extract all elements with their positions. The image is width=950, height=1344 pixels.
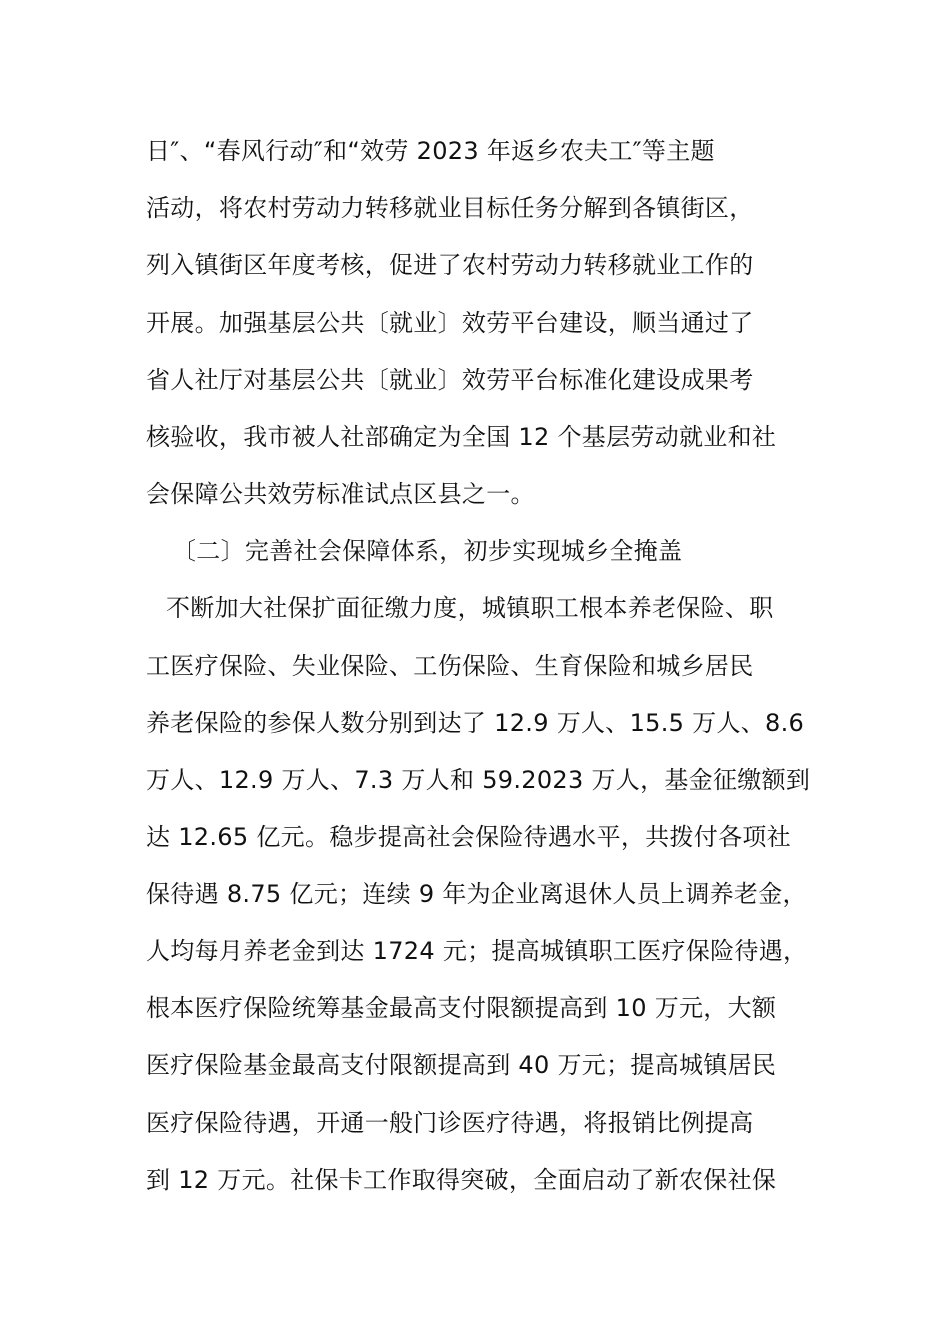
text-line-9: 不断加大社保扩面征缴力度，城镇职工根本养老保险、职 — [166, 594, 774, 622]
text-line-15: 人均每月养老金到达 1724 元；提高城镇职工医疗保险待遇， — [146, 937, 808, 965]
text-line-2: 活动，将农村劳动力转移就业目标任务分解到各镇街区， — [146, 194, 754, 222]
text-line-4: 开展。加强基层公共〔就业〕效劳平台建设，顺当通过了 — [146, 309, 754, 337]
section-heading: 〔二〕完善社会保障体系，初步实现城乡全掩盖 — [172, 537, 683, 565]
text-line-13: 达 12.65 亿元。稳步提高社会保险待遇水平，共拨付各项社 — [146, 823, 791, 851]
text-line-6: 核验收，我市被人社部确定为全国 12 个基层劳动就业和社 — [146, 423, 777, 451]
text-line-14: 保待遇 8.75 亿元；连续 9 年为企业离退休人员上调养老金， — [146, 880, 807, 908]
text-line-18: 医疗保险待遇，开通一般门诊医疗待遇，将报销比例提高 — [146, 1109, 754, 1137]
text-line-7: 会保障公共效劳标准试点区县之一。 — [146, 480, 535, 508]
text-line-5: 省人社厅对基层公共〔就业〕效劳平台标准化建设成果考 — [146, 366, 754, 394]
text-line-3: 列入镇街区年度考核，促进了农村劳动力转移就业工作的 — [146, 251, 754, 279]
text-line-12: 万人、12.9 万人、7.3 万人和 59.2023 万人，基金征缴额到 — [146, 766, 811, 794]
text-line-11: 养老保险的参保人数分别到达了 12.9 万人、15.5 万人、8.6 — [146, 709, 805, 737]
text-line-19: 到 12 万元。社保卡工作取得突破，全面启动了新农保社保 — [146, 1166, 777, 1194]
text-line-1: 日″、“春风行动″和“效劳 2023 年返乡农夫工″等主题 — [146, 137, 715, 165]
text-line-16: 根本医疗保险统筹基金最高支付限额提高到 10 万元，大额 — [146, 994, 777, 1022]
text-line-17: 医疗保险基金最高支付限额提高到 40 万元；提高城镇居民 — [146, 1051, 777, 1079]
text-line-10: 工医疗保险、失业保险、工伤保险、生育保险和城乡居民 — [146, 652, 754, 680]
